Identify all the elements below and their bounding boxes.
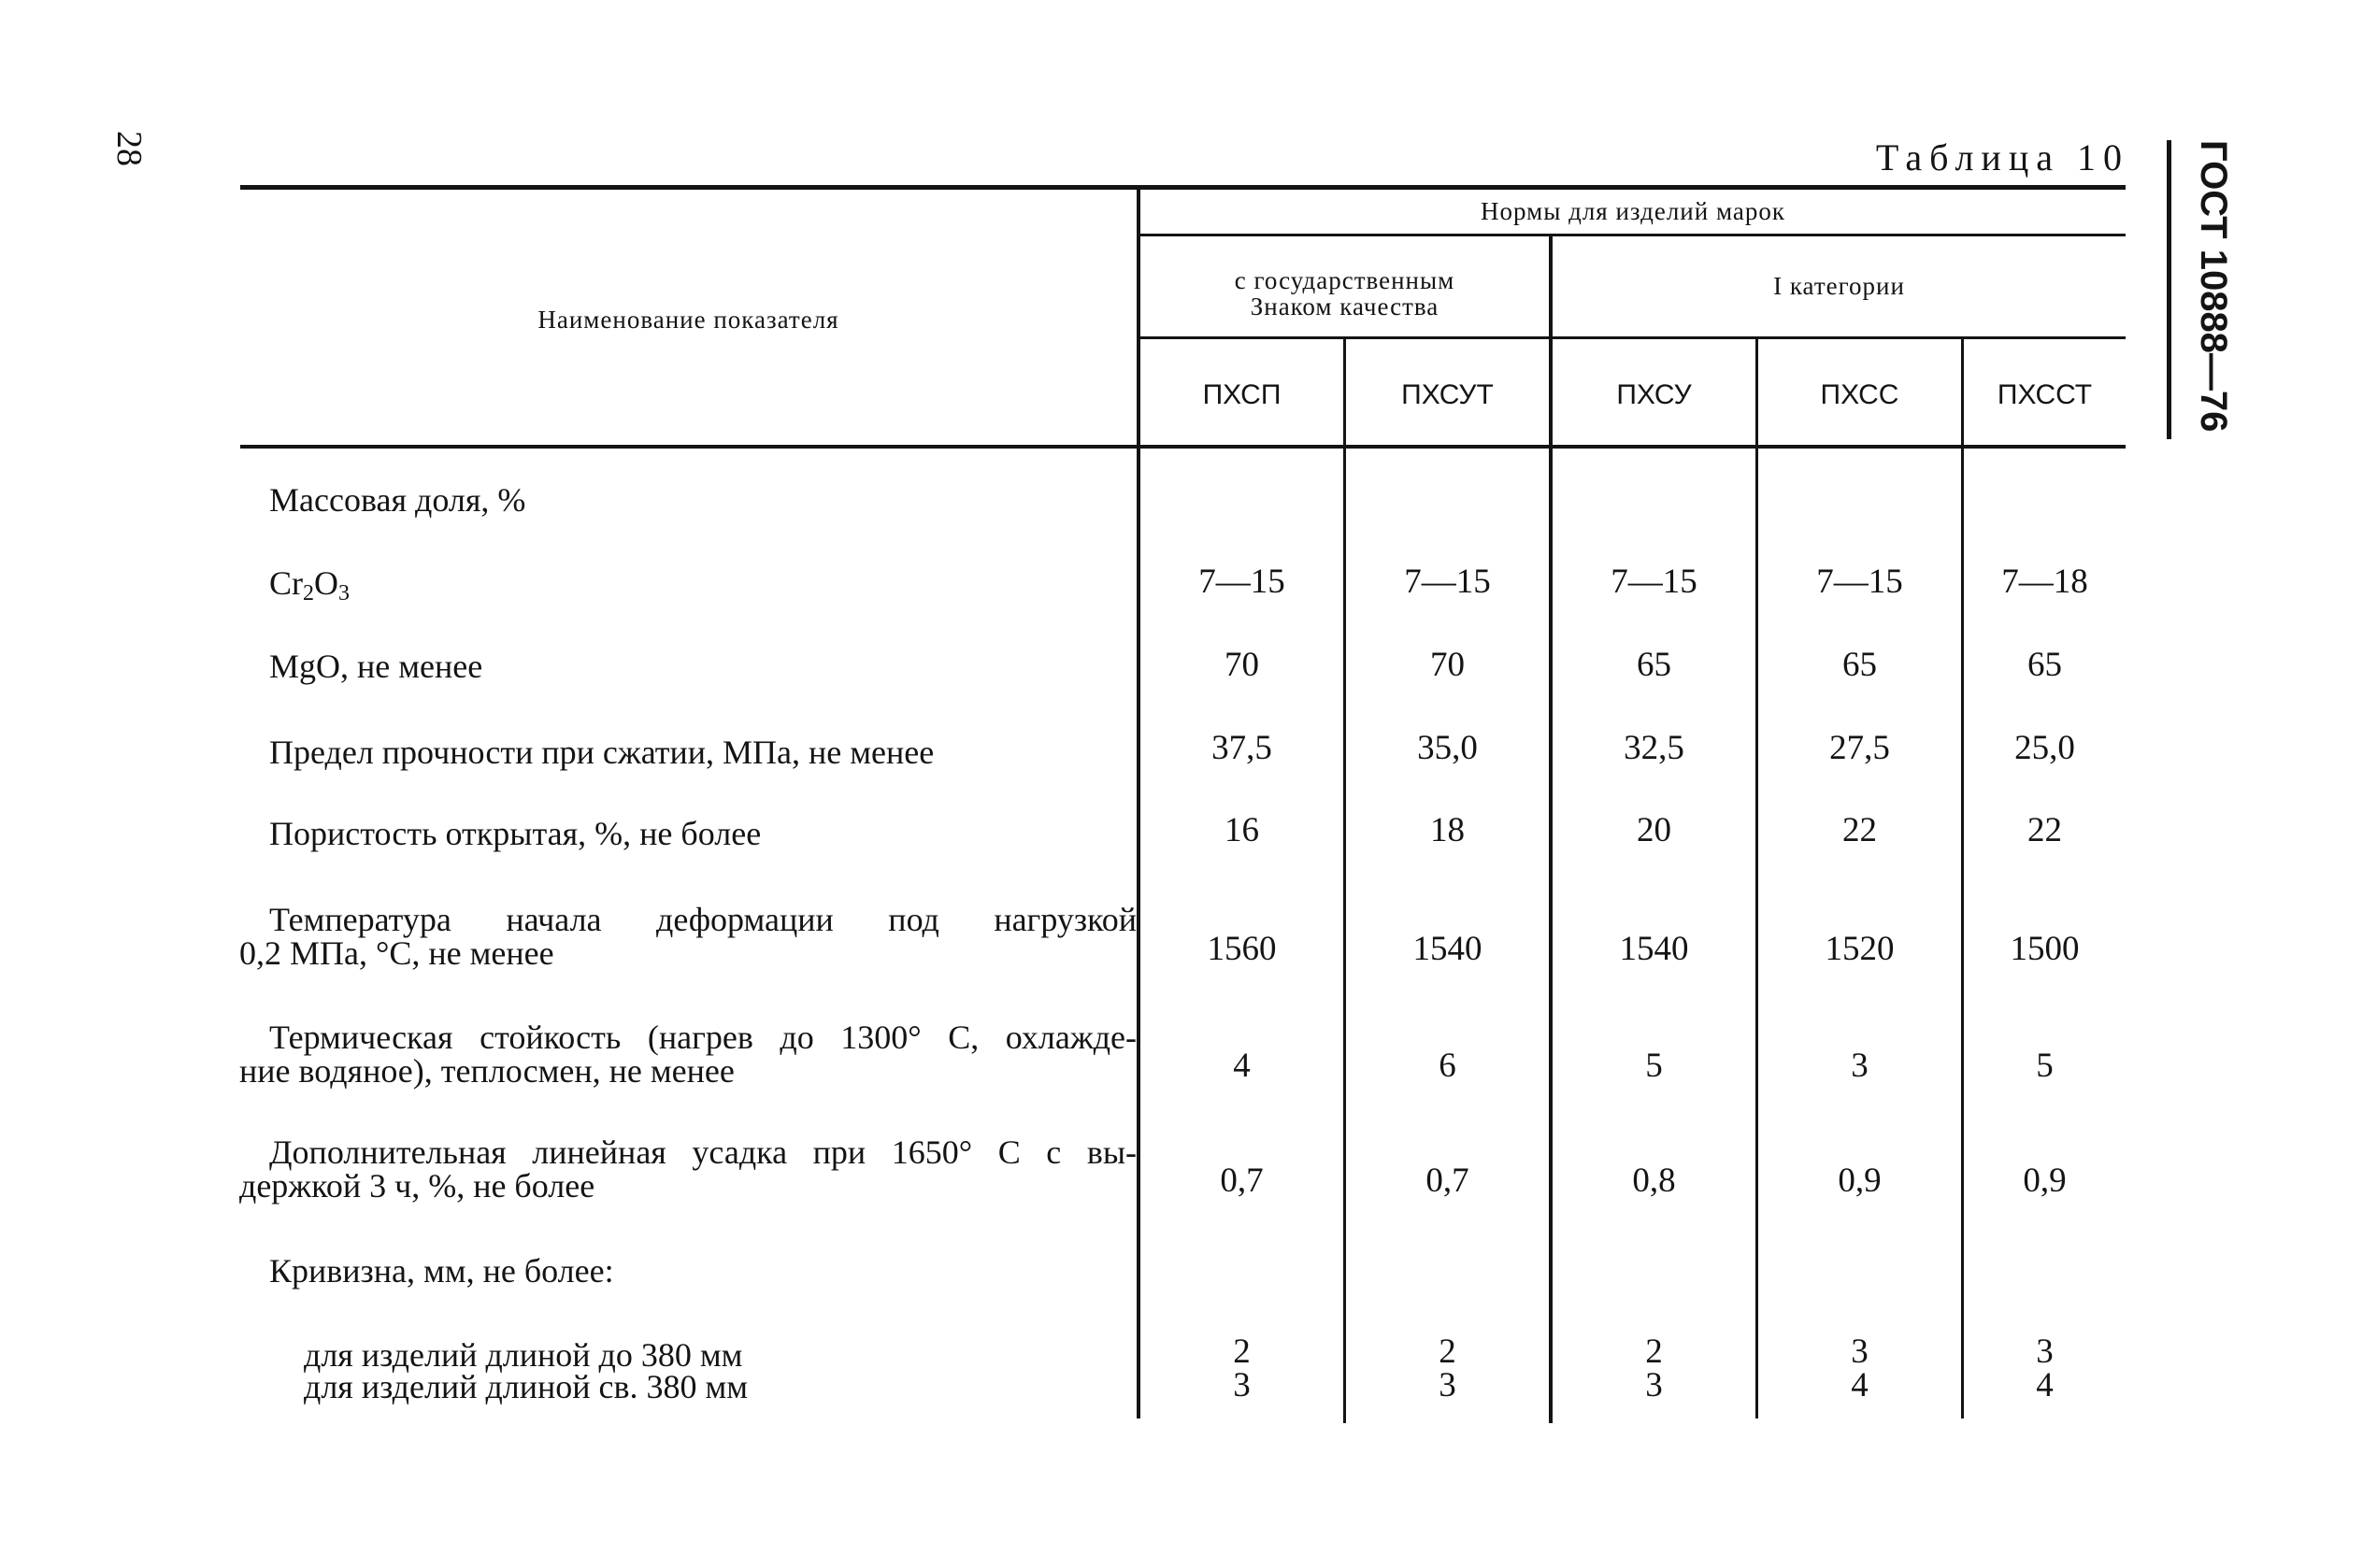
table-cell: 65: [1842, 646, 1877, 684]
table-cell: 22: [2027, 811, 2062, 849]
column-rule: [1343, 339, 1346, 1423]
table-cell: 70: [1224, 646, 1259, 684]
table-cell: 35,0: [1417, 729, 1478, 767]
table-cell: 20: [1637, 811, 1671, 849]
table-cell: 5: [2036, 1047, 2054, 1085]
table-cell: 0,8: [1632, 1162, 1676, 1200]
row-label-curvature-short: для изделий длиной до 380 мм: [304, 1336, 743, 1374]
deformation-line1: Температура начала деформации под нагрузкой: [269, 901, 1137, 938]
table-top-rule: [240, 185, 2126, 190]
table-cell: 1520: [1825, 930, 1895, 968]
table-cell: 70: [1430, 646, 1465, 684]
table-cell: 2: [1439, 1333, 1456, 1371]
cr-symbol: Cr: [269, 564, 303, 602]
table-title: Таблица 10: [1875, 136, 2129, 178]
table-cell: 5: [1645, 1047, 1663, 1085]
subscript: 2: [303, 581, 314, 606]
row-label-deformation: [239, 903, 1137, 970]
o-symbol: O: [314, 564, 338, 602]
grade-header: ПХСП: [1202, 379, 1282, 410]
table-cell: 3: [1851, 1333, 1869, 1371]
table-cell: 37,5: [1211, 729, 1272, 767]
row-label-curvature-long: для изделий длиной св. 380 мм: [304, 1368, 749, 1405]
table-cell: 1540: [1412, 930, 1482, 968]
table-cell: 65: [2027, 646, 2062, 684]
table-cell: 3: [1439, 1366, 1456, 1404]
column-rule: [1755, 339, 1758, 1418]
table-cell: 18: [1430, 811, 1465, 849]
norms-header: Нормы для изделий марок: [1481, 197, 1785, 225]
table-cell: 1540: [1619, 930, 1689, 968]
table-cell: 6: [1439, 1047, 1456, 1085]
group-rule: [1139, 336, 2126, 339]
category-group-header: I категории: [1773, 272, 1905, 300]
table-cell: 4: [1851, 1366, 1869, 1404]
indicator-header: Наименование показателя: [537, 306, 839, 334]
table-cell: 7—15: [1198, 563, 1285, 601]
table-cell: 0,9: [2023, 1162, 2067, 1200]
column-rule: [1961, 339, 1964, 1418]
standard-label: ГОСТ 10888—76: [2193, 140, 2234, 433]
table-cell: 3: [1645, 1366, 1663, 1404]
row-label-shrinkage: [239, 1135, 1137, 1203]
row-label-curvature: Кривизна, мм, не более:: [269, 1252, 614, 1290]
table-cell: 27,5: [1829, 729, 1890, 767]
norms-rule: [1139, 234, 2126, 236]
table-cell: 25,0: [2014, 729, 2075, 767]
table-cell: 2: [1645, 1333, 1663, 1371]
shrinkage-line1: Дополнительная линейная усадка при 1650° С с вы-: [269, 1133, 1137, 1171]
quality-group-line1: с государственным: [1234, 266, 1455, 294]
quality-group-line2: Знаком качества: [1250, 292, 1439, 321]
standard-rule: [2167, 140, 2171, 439]
row-label-thermal: [239, 1020, 1137, 1088]
grade-header: ПХСС: [1820, 379, 1899, 410]
table-cell: 0,7: [1425, 1162, 1469, 1200]
row-label-cr2o3: [269, 566, 350, 605]
header-bottom-rule: [240, 445, 2126, 449]
grade-header: ПХССТ: [1997, 379, 2093, 410]
column-rule: [1137, 190, 1140, 1418]
table-cell: 7—15: [1404, 563, 1491, 601]
table-cell: 0,7: [1220, 1162, 1264, 1200]
grade-header: ПХСУТ: [1401, 379, 1494, 410]
table-cell: 4: [2036, 1366, 2054, 1404]
shrinkage-line2: держкой 3 ч, %, не более: [239, 1167, 595, 1205]
table-cell: 2: [1233, 1333, 1251, 1371]
table-cell: 32,5: [1624, 729, 1684, 767]
table-cell: 7—18: [2001, 563, 2088, 601]
table-cell: 3: [2036, 1333, 2054, 1371]
quality-group-header: [1140, 267, 1549, 321]
table-cell: 16: [1224, 811, 1259, 849]
table-cell: 7—15: [1816, 563, 1903, 601]
table-cell: 3: [1851, 1047, 1869, 1085]
thermal-line1: Термическая стойкость (нагрев до 1300° С, охлажде-: [269, 1019, 1137, 1056]
page-number: 28: [109, 131, 149, 166]
row-label-porosity: Пористость открытая, %, не более: [269, 815, 762, 852]
table-cell: 1560: [1207, 930, 1277, 968]
table-cell: 1500: [2010, 930, 2080, 968]
row-label-mgo: MgO, не менее: [269, 648, 483, 685]
table-cell: 22: [1842, 811, 1877, 849]
row-label-strength: Предел прочности при сжатии, МПа, не менее: [269, 734, 935, 771]
grade-header: ПХСУ: [1616, 379, 1692, 410]
table-cell: 4: [1233, 1047, 1251, 1085]
row-label-mass-fraction: Массовая доля, %: [269, 481, 526, 519]
deformation-line2: 0,2 МПа, °С, не менее: [239, 934, 554, 972]
table-cell: 65: [1637, 646, 1671, 684]
table-cell: 3: [1233, 1366, 1251, 1404]
table-cell: 7—15: [1611, 563, 1697, 601]
table-cell: 0,9: [1838, 1162, 1882, 1200]
subscript: 3: [338, 581, 350, 606]
thermal-line2: ние водяное), теплосмен, не менее: [239, 1052, 735, 1090]
